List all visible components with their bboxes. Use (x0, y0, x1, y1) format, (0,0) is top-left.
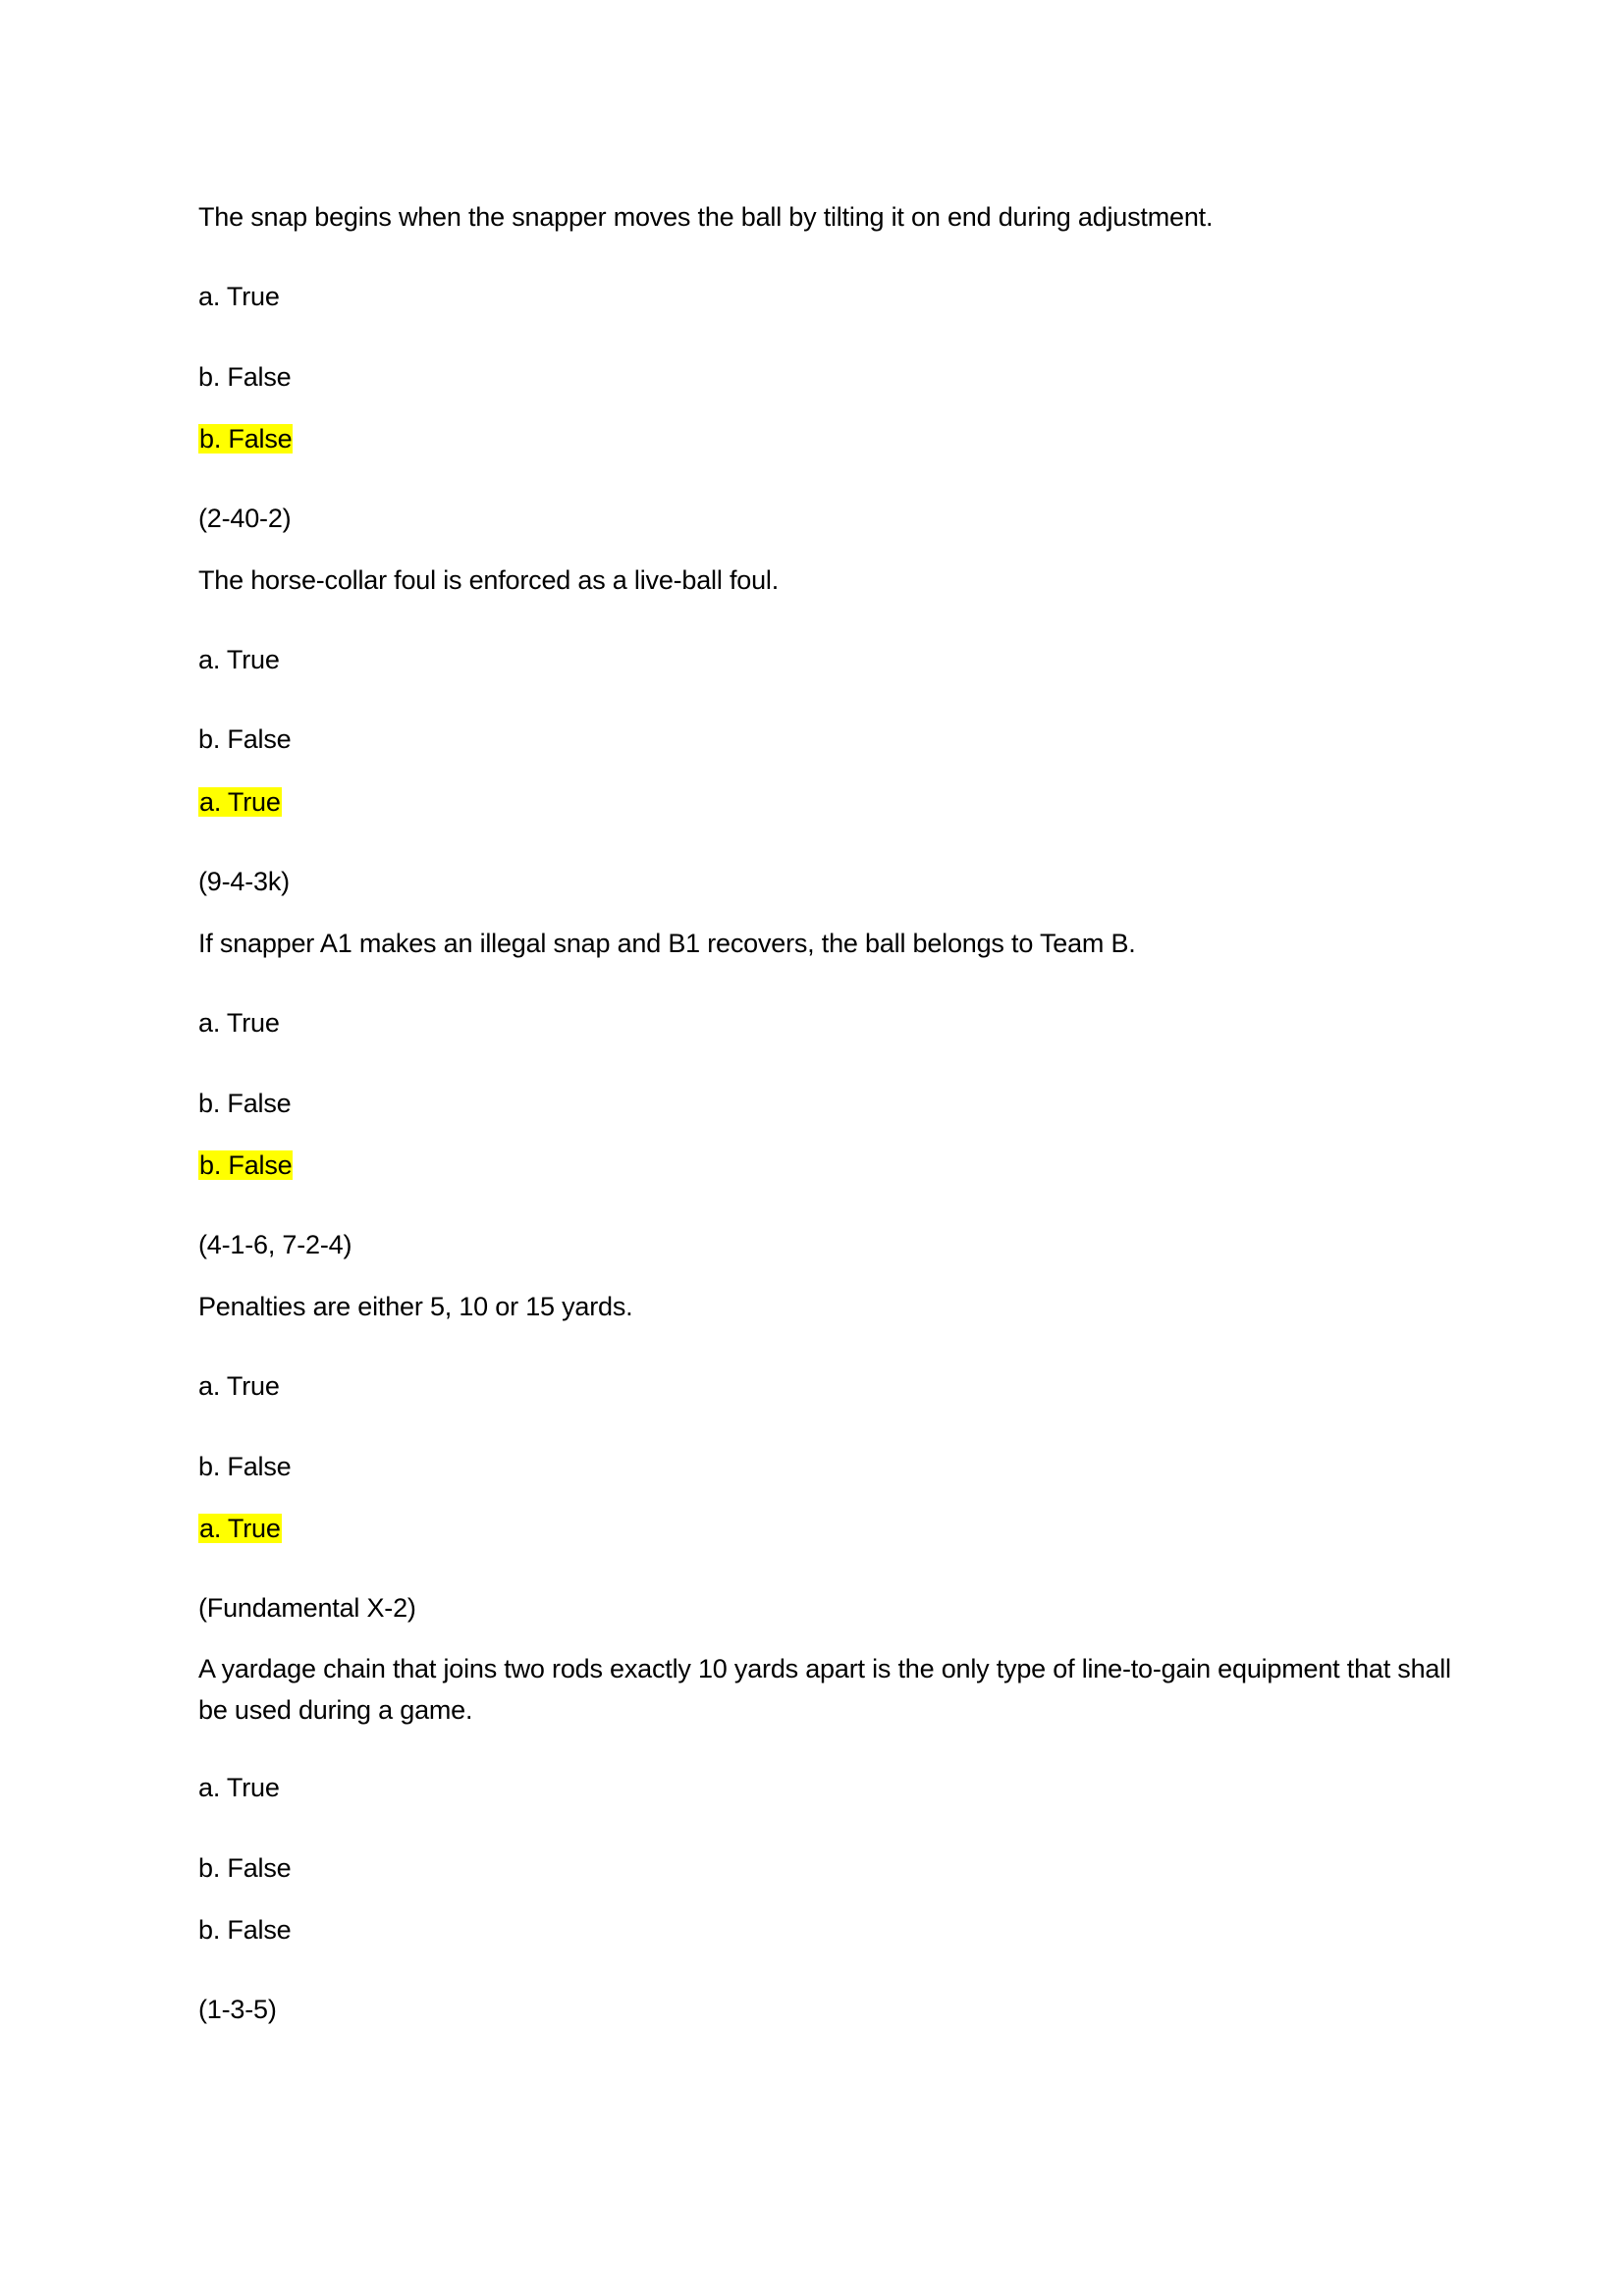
answer (198, 782, 282, 822)
question-text: Penalties are either 5, 10 or 15 yards. (198, 1292, 633, 1321)
option-a: a. True (198, 1773, 280, 1802)
question-text: If snapper A1 makes an illegal snap and B1 recovers, the ball belongs to Team B. (198, 929, 1136, 958)
rule-reference: (Fundamental X-2) (198, 1593, 416, 1623)
answer: b. False (198, 1915, 292, 1945)
option-b: b. False (198, 724, 292, 754)
option-a: a. True (198, 1008, 280, 1038)
answer (198, 1509, 282, 1548)
option-a: a. True (198, 1371, 280, 1401)
rule-reference: (2-40-2) (198, 504, 292, 533)
answer (198, 419, 293, 458)
answer-highlight: b. False (199, 1150, 293, 1180)
option-a: a. True (198, 282, 280, 311)
option-b: b. False (198, 1452, 292, 1481)
question-text: A yardage chain that joins two rods exactly 10 yards apart is the only type of line-to-gain equipment that shall be used during a game. (198, 1654, 1451, 1725)
option-b: b. False (198, 1853, 292, 1883)
question-text: The snap begins when the snapper moves the ball by tilting it on end during adjustment. (198, 202, 1214, 232)
answer (198, 1146, 293, 1185)
rule-reference: (1-3-5) (198, 1995, 277, 2024)
answer-highlight: a. True (199, 787, 281, 817)
question-text: The horse-collar foul is enforced as a live-ball foul. (198, 565, 779, 595)
option-a: a. True (198, 645, 280, 674)
option-b: b. False (198, 1089, 292, 1118)
answer-highlight: b. False (199, 424, 293, 454)
rule-reference: (9-4-3k) (198, 867, 290, 896)
rule-reference: (4-1-6, 7-2-4) (198, 1230, 352, 1259)
option-b: b. False (198, 362, 292, 392)
answer-highlight: a. True (199, 1514, 281, 1543)
